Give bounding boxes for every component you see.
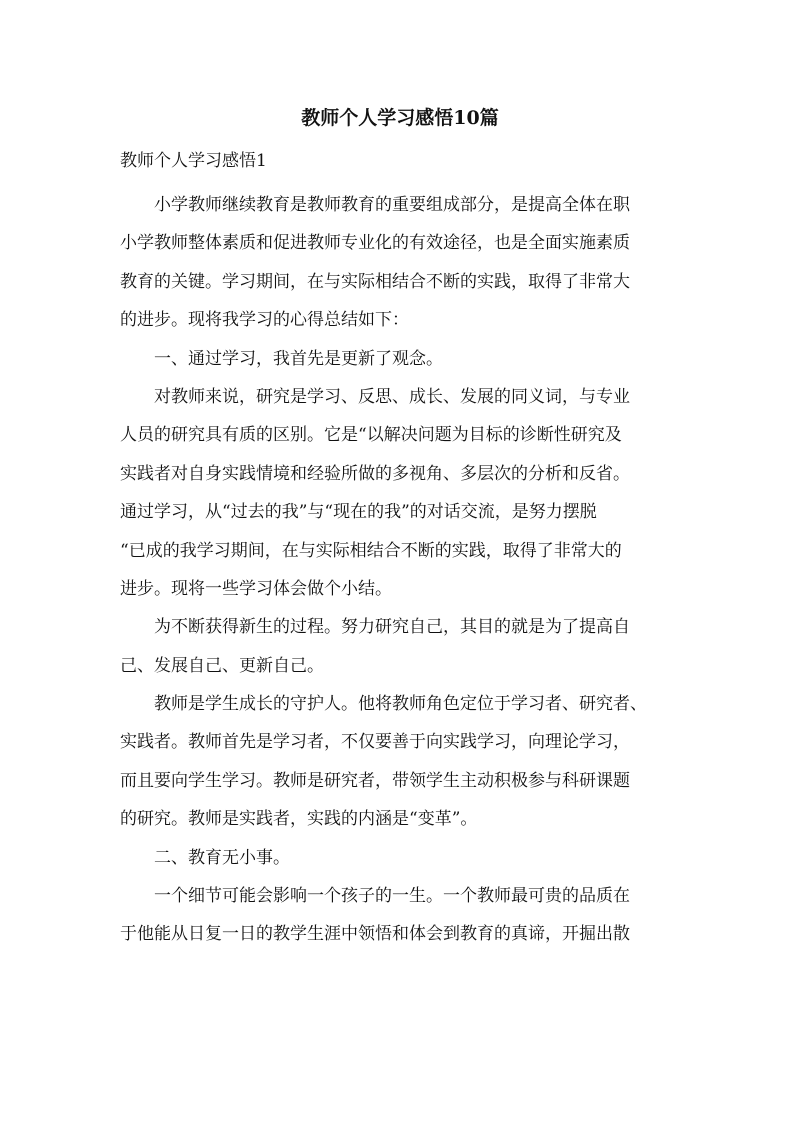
text-line: 进步。现将一些学习体会做个小结。 <box>120 578 392 599</box>
text-line: 的研究。教师是实践者，实践的内涵是“变革”。 <box>120 809 478 830</box>
text-line: 的进步。现将我学习的心得总结如下： <box>120 310 409 331</box>
text-line: 教育的关键。学习期间，在与实际相结合不断的实践，取得了非常大 <box>120 271 630 292</box>
text-line: 对教师来说，研究是学习、反思、成长、发展的同义词，与专业 <box>120 386 630 407</box>
text-line: 实践者对自身实践情境和经验所做的多视角、多层次的分析和反省。 <box>120 463 630 484</box>
text-line: 二、教育无小事。 <box>120 847 290 868</box>
text-line: 为不断获得新生的过程。努力研究自己，其目的就是为了提高自 <box>120 617 630 638</box>
text-line: 教师是学生成长的守护人。他将教师角色定位于学习者、研究者、 <box>120 694 647 715</box>
text-line: 人员的研究具有质的区别。它是“以解决问题为目标的诊断性研究及 <box>120 425 622 446</box>
text-line: 一个细节可能会影响一个孩子的一生。一个教师最可贵的品质在 <box>120 886 630 907</box>
section-heading: 教师个人学习感悟1 <box>120 151 267 171</box>
body-text <box>120 186 690 954</box>
document-title: 教师个人学习感悟10篇 <box>301 107 499 129</box>
text-line: 而且要向学生学习。教师是研究者，带领学生主动积极参与科研课题 <box>120 770 630 791</box>
text-line: 于他能从日复一日的教学生涯中领悟和体会到教育的真谛，开掘出散 <box>120 924 630 945</box>
text-line: 一、通过学习，我首先是更新了观念。 <box>120 348 443 369</box>
text-line: 己、发展自己、更新自己。 <box>120 655 324 676</box>
text-line: 小学教师整体素质和促进教师专业化的有效途径，也是全面实施素质 <box>120 233 630 254</box>
text-line: 小学教师继续教育是教师教育的重要组成部分，是提高全体在职 <box>120 195 630 215</box>
text-line: “已成的我学习期间，在与实际相结合不断的实践，取得了非常大的 <box>120 540 622 561</box>
text-line: 实践者。教师首先是学习者，不仅要善于向实践学习，向理论学习， <box>120 732 630 753</box>
text-line: 通过学习，从“过去的我”与“现在的我”的对话交流，是努力摆脱 <box>120 502 597 523</box>
